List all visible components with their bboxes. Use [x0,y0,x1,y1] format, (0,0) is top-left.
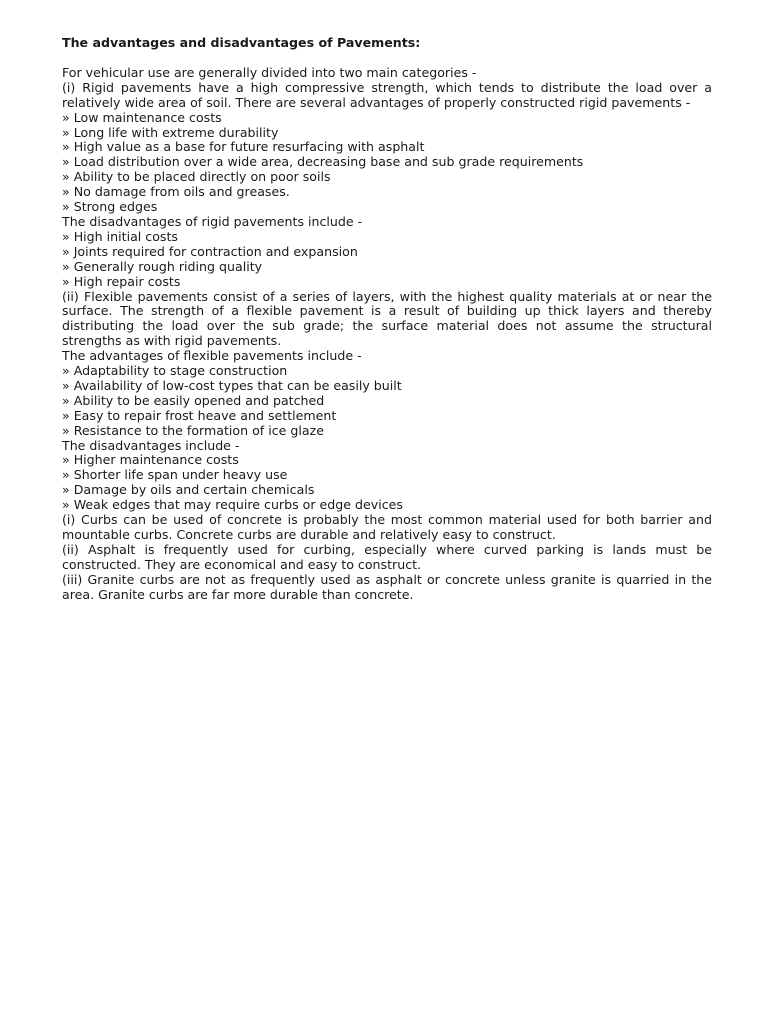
list-item: » Weak edges that may require curbs or edge devices [62,497,403,513]
list-item: » No damage from oils and greases. [62,184,290,200]
document-title: The advantages and disadvantages of Pavements: [62,35,421,50]
flexible-pavements-paragraph: (ii) Flexible pavements consist of a series of layers, with the highest quality materials at or near the surface. The strength of a flexible pavement is a result of building up thick layers and thereby distributing the load over the sub grade; the surface material does not assume the structural strengths as with rigid pavements. [62,288,712,349]
curbs-concrete-paragraph: (i) Curbs can be used of concrete is probably the most common material used for both barrier and mountable curbs. Concrete curbs are durable and relatively easy to construct. [62,512,712,542]
list-item: » Damage by oils and certain chemicals [62,482,315,498]
flexible-disadvantages-list [62,453,712,513]
flexible-advantages-list [62,364,712,439]
list-item: » Load distribution over a wide area, decreasing base and sub grade requirements [62,154,584,170]
list-item: » Resistance to the formation of ice glaze [62,422,324,438]
list-item: » Easy to repair frost heave and settlement [62,407,337,423]
list-item: » Joints required for contraction and expansion [62,243,358,259]
list-item: » High repair costs [62,273,181,289]
rigid-disadvantages-heading: The disadvantages of rigid pavements include - [62,213,363,229]
list-item: » Ability to be easily opened and patched [62,392,325,408]
list-item: » High value as a base for future resurfacing with asphalt [62,139,425,155]
list-item: » Generally rough riding quality [62,258,263,274]
list-item: » Adaptability to stage construction [62,363,288,379]
curbs-granite-paragraph: (iii) Granite curbs are not as frequently used as asphalt or concrete unless granite is quarried in the area. Granite curbs are far more durable than concrete. [62,571,712,602]
flexible-disadvantages-heading: The disadvantages include - [62,437,240,453]
list-item: » Availability of low-cost types that can be easily built [62,377,402,393]
document-page [62,36,712,603]
list-item: » Ability to be placed directly on poor soils [62,169,331,185]
intro-text: For vehicular use are generally divided into two main categories - [62,64,477,80]
list-item: » Higher maintenance costs [62,452,239,468]
flexible-advantages-heading: The advantages of flexible pavements include - [62,348,362,364]
list-item: » Low maintenance costs [62,109,222,125]
rigid-pavements-paragraph: (i) Rigid pavements have a high compressive strength, which tends to distribute the load over a relatively wide area of soil. There are several advantages of properly constructed rigid pavements - [62,79,712,110]
list-item: » Shorter life span under heavy use [62,467,288,483]
curbs-asphalt-paragraph: (ii) Asphalt is frequently used for curbing, especially where curved parking is lands must be constructed. They are economical and easy to construct. [62,541,712,572]
rigid-advantages-list [62,111,712,215]
list-item: » Strong edges [62,199,158,215]
list-item: » Long life with extreme durability [62,124,279,140]
list-item: » High initial costs [62,228,178,244]
rigid-disadvantages-list [62,230,712,290]
